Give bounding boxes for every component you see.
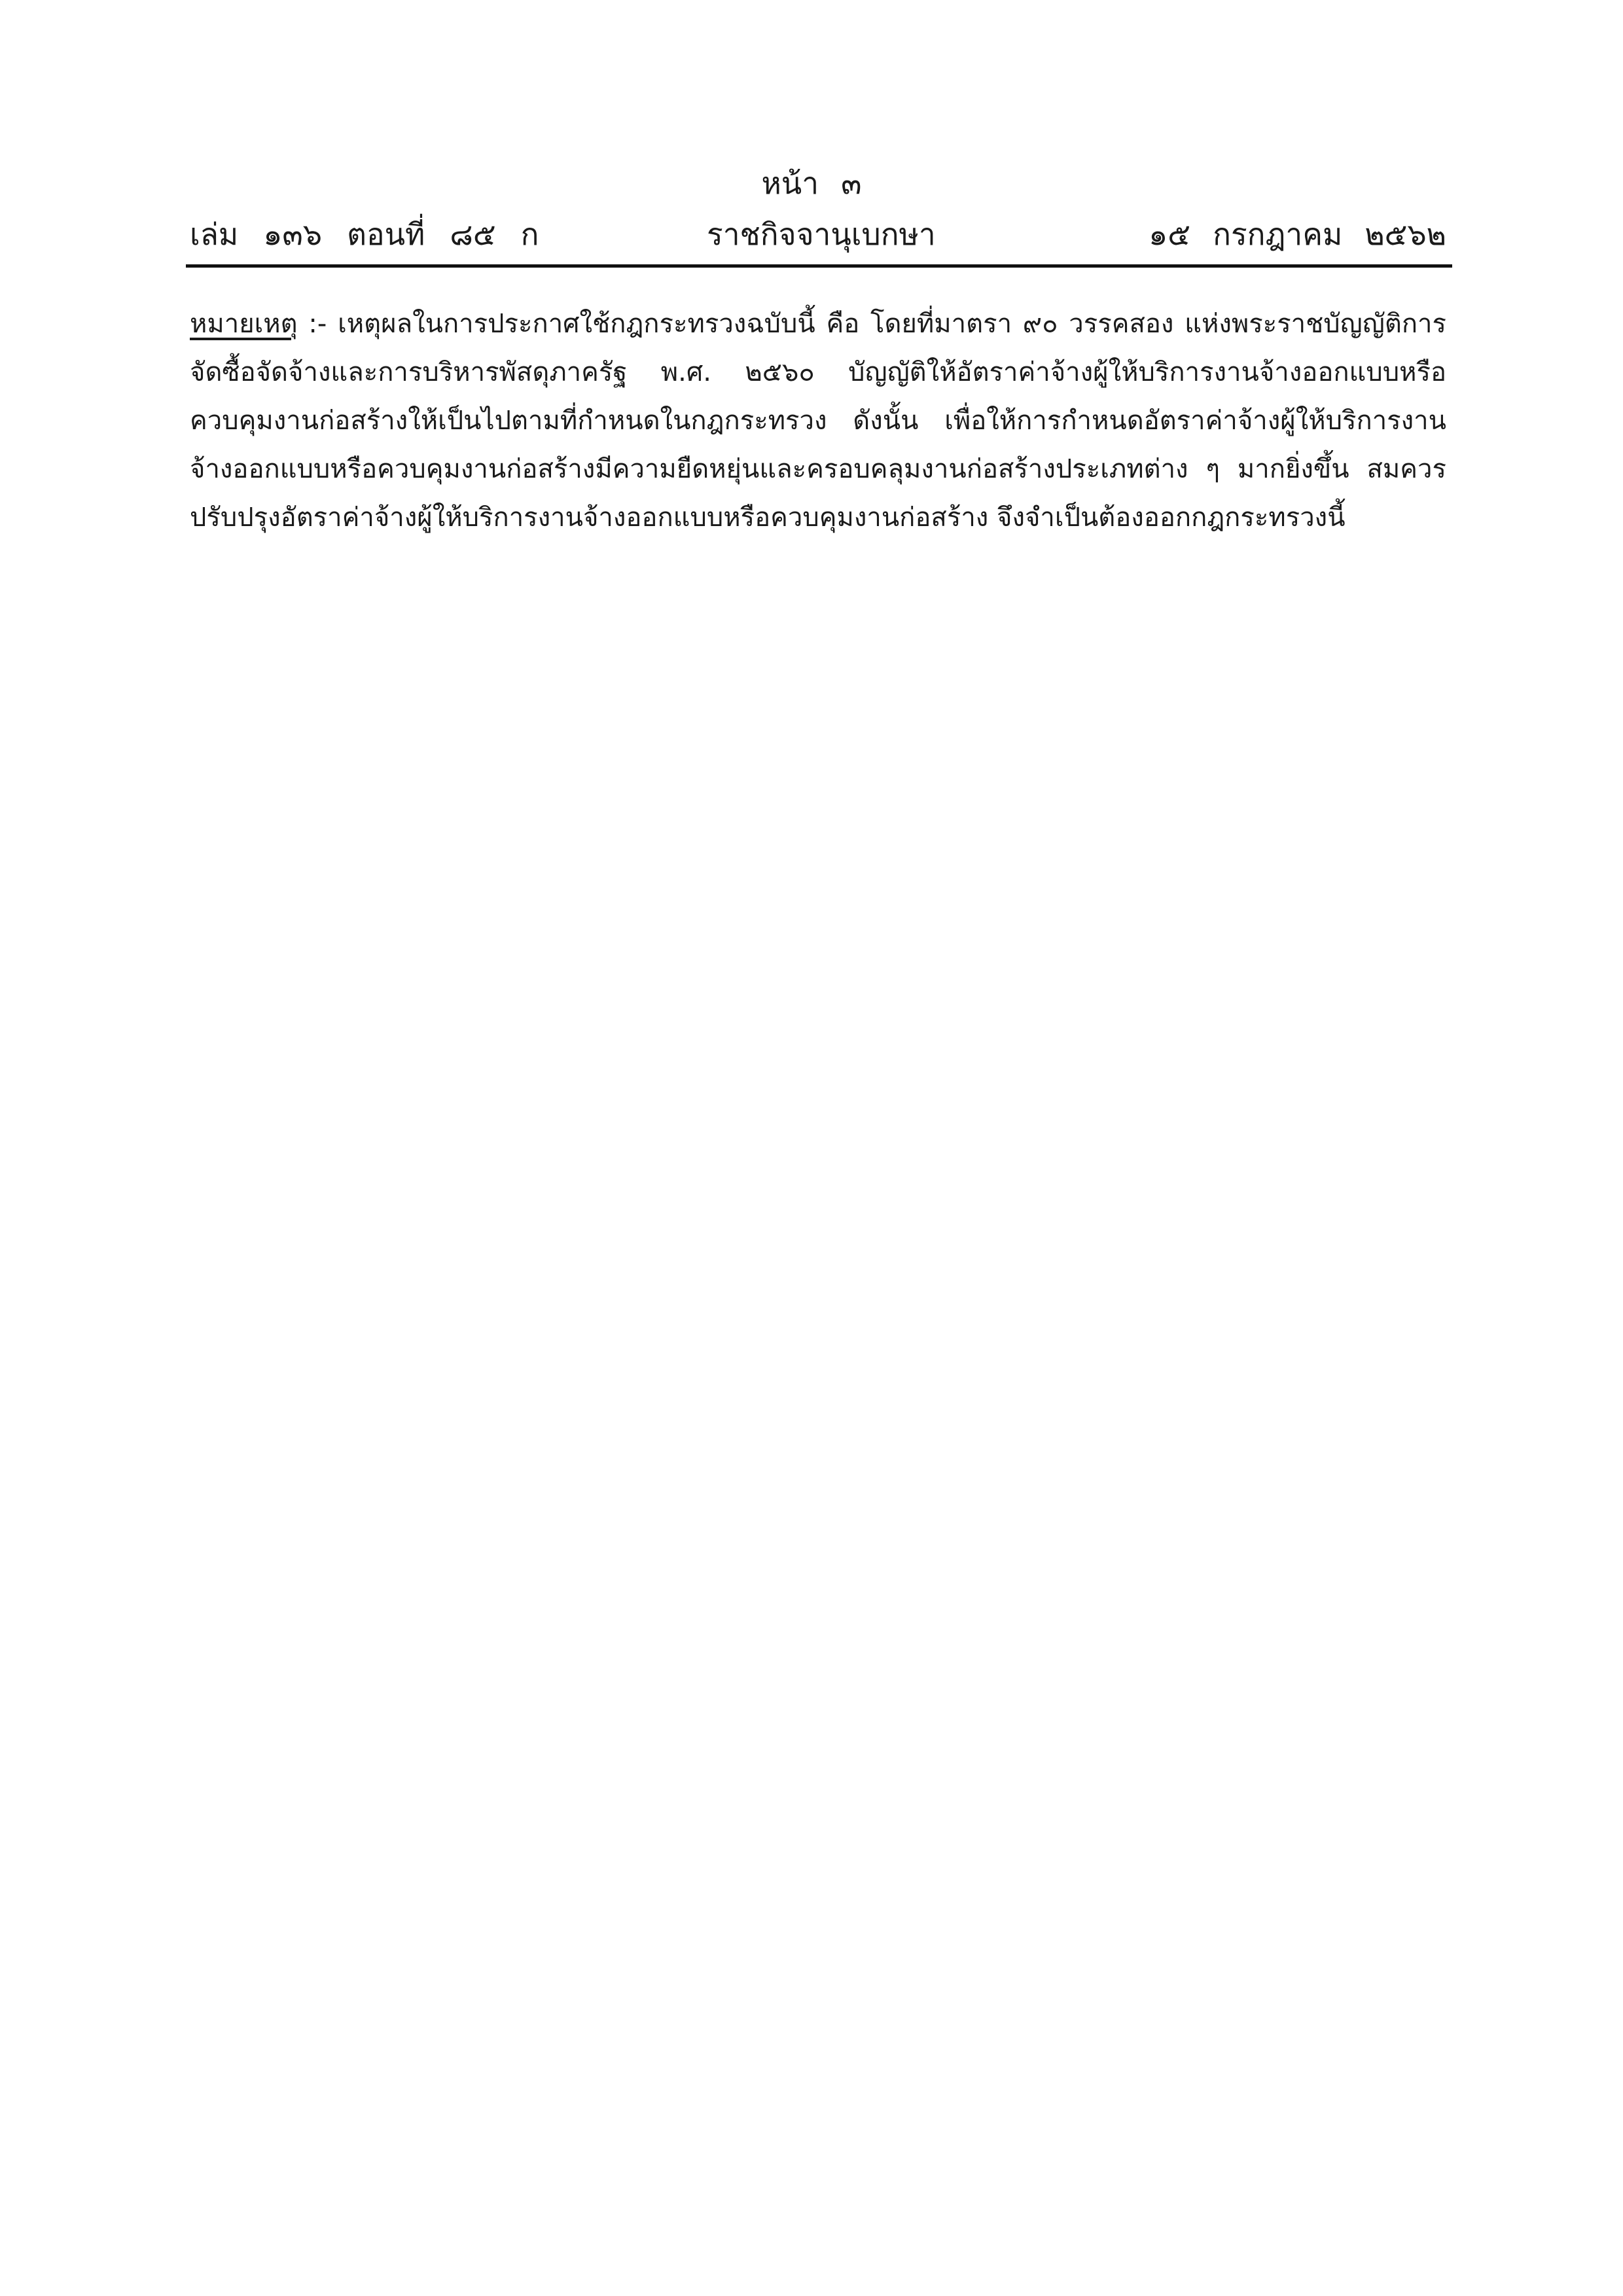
- page-number-label: หน้า: [761, 166, 819, 201]
- remark-separator: :-: [308, 309, 327, 339]
- volume-number: ๑๓๖: [263, 217, 323, 252]
- header-divider: [186, 264, 1452, 268]
- page-number-value: ๓: [841, 166, 862, 201]
- date-day: ๑๕: [1149, 217, 1191, 252]
- volume-label: เล่ม: [190, 217, 239, 252]
- page-number: [0, 164, 1623, 203]
- remark-paragraph: [190, 300, 1446, 542]
- remark-label: หมายเหตุ: [190, 309, 298, 339]
- issue-number: ๘๕: [450, 217, 496, 252]
- gazette-header: [190, 213, 1446, 260]
- date-month: กรกฎาคม: [1213, 217, 1343, 252]
- date-year: ๒๕๖๒: [1364, 217, 1446, 252]
- remark-text: เหตุผลในการประกาศใช้กฎกระทรวงฉบับนี้ คือ โดยที่มาตรา ๙๐ วรรคสอง แห่งพระราชบัญญัติการจัดซื้อจัดจ้างและการบริหารพัสดุภาครัฐ พ.ศ. ๒๕๖๐ บัญญัติให้อัตราค่าจ้างผู้ให้บริการงานจ้างออกแบบหรือควบคุมงานก่อสร้างให้เป็นไปตามที่กำหนดในกฎกระทรวง ดังนั้น เพื่อให้การกำหนดอัตราค่าจ้างผู้ให้บริการงานจ้างออกแบบหรือควบคุมงานก่อสร้างมีความยืดหยุ่นและครอบคลุมงานก่อสร้างประเภทต่าง ๆ มากยิ่งขึ้น สมควรปรับปรุงอัตราค่าจ้างผู้ให้บริการงานจ้างออกแบบหรือควบคุมงานก่อสร้าง จึงจำเป็นต้องออกกฎกระทรวงนี้: [190, 309, 1446, 533]
- publication-date: [1126, 213, 1446, 256]
- issue-section: ก: [520, 217, 539, 252]
- volume-issue-info: [190, 213, 564, 256]
- publication-name: ราชกิจจานุเบกษา: [707, 217, 936, 252]
- issue-label: ตอนที่: [347, 217, 425, 252]
